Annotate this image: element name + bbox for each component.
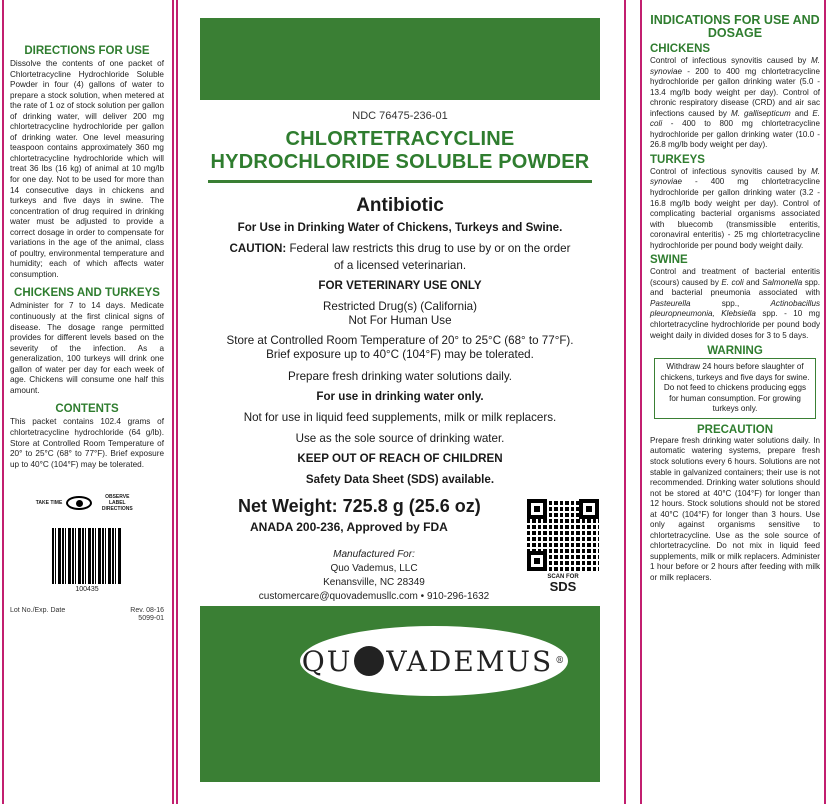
brand-logo bbox=[300, 626, 568, 696]
turkeys-title: TURKEYS bbox=[650, 153, 705, 166]
sole-source-line: Use as the sole source of drinking water. bbox=[295, 432, 505, 445]
logo-text-right: VADEMUS bbox=[386, 644, 554, 678]
caution-text-2: of a licensed veterinarian. bbox=[333, 259, 467, 272]
ndc-number: NDC 76475-236-01 bbox=[352, 110, 448, 122]
swine-title: SWINE bbox=[650, 254, 688, 267]
keep-out-line: KEEP OUT OF REACH OF CHILDREN bbox=[297, 452, 503, 465]
left-panel bbox=[6, 0, 168, 804]
right-edge-rule bbox=[824, 0, 826, 804]
caution-line bbox=[200, 242, 600, 256]
chickens-turkeys-text: Administer for 7 to 14 days. Medicate continuously at the first clinical signs of disease. The dosage range permitted provides for different levels based on the severity of the infection. As a generalization, 100 turkeys will drink one gallon of water per day for each week of age. Chickens will consume one half this amount. bbox=[10, 301, 164, 395]
directions-text: Dissolve the contents of one packet of Chlortetracycline Hydrochloride Soluble Powder in four (4) gallons of water to prepare a stock solution, when metered at the rate of 1 oz of stock solution per gallon of drinking water, will deliver 200 mg chlortetracycline hydrochloride per gallon of drinking water. One level measuring teaspoon contains approximately 360 mg chlortetracycline hydrochloride which will treat 36 lbs (16 kg) of animal at 10 mg/lb for one day. Not to be used for more than 14 consecutive days in chickens and turkeys and five days in swine. The concentration of drug required in drinking water must be adjusted to provide a correct dosage in order to compensate for variations in the age of the animal, class of poultry, environmental temperature and humidity; each of which affects water consumption. bbox=[10, 59, 164, 279]
indications-title: INDICATIONS FOR USE AND DOSAGE bbox=[650, 13, 820, 40]
scan-for-sds bbox=[522, 574, 604, 594]
caution-label: CAUTION: bbox=[229, 242, 287, 255]
registered-mark: ® bbox=[555, 656, 567, 666]
take-time-label: TAKE TIME bbox=[35, 500, 63, 507]
storage-line-2: Brief exposure up to 40°C (104°F) may be tolerated. bbox=[266, 348, 534, 361]
restricted-drug: Restricted Drug(s) (California) bbox=[323, 300, 477, 313]
qr-code-icon[interactable] bbox=[527, 499, 599, 571]
manufacturer-block bbox=[240, 548, 508, 604]
center-panel bbox=[180, 0, 620, 804]
product-line-2: HYDROCHLORIDE SOLUBLE POWDER bbox=[210, 151, 590, 173]
lot-exp-label: Lot No./Exp. Date bbox=[10, 607, 66, 615]
mfr-name: Quo Vademus, LLC bbox=[330, 563, 418, 574]
logo-circle-icon bbox=[354, 646, 384, 676]
title-rule bbox=[208, 180, 592, 183]
mfr-city: Kenansville, NC 28349 bbox=[323, 577, 425, 588]
divider-rule bbox=[172, 0, 174, 804]
for-use-line: For Use in Drinking Water of Chickens, Turkeys and Swine. bbox=[237, 221, 563, 234]
mfr-contact: customercare@quovademusllc.com • 910-296-1632 bbox=[258, 591, 490, 602]
not-human: Not For Human Use bbox=[348, 314, 452, 327]
warning-title: WARNING bbox=[707, 345, 763, 358]
revision bbox=[130, 607, 164, 623]
scan-sds-label: SDS bbox=[549, 579, 577, 594]
anada-number: ANADA 200-236, Approved by FDA bbox=[250, 520, 448, 534]
lot-row bbox=[10, 607, 164, 623]
logo-text-left: QU bbox=[301, 644, 353, 678]
precaution-text: Prepare fresh drinking water solutions daily. In automatic watering systems, prepare fresh stock solutions every 6 hours. Solutions are not stable in galvanized containers; their use is not recommended. Drinking water solutions should not be stored at 40°C (104°F) for longer than 12 hours. Stock solutions should not be stored at 40°C (104°F) for longer than 3 hours. Use only against organisms sensitive to chlortetracycline. Use as the sole source of chlortetracycline. Do not mix in liquid feed supplements, milk or milk replacers. Administer 1 hour before or 2 hours after feeding with milk or milk replacers. bbox=[650, 435, 820, 582]
contents-text: This packet contains 102.4 grams of chlortetracycline hydrochloride (64 g/lb). Store at Controlled Room Temperature of 20° to 25°C (68° to 77°F). Brief exposure up to 40°C (104°F) may be tolerated. bbox=[10, 417, 164, 469]
prepare-line: Prepare fresh drinking water solutions daily. bbox=[287, 370, 513, 383]
contents-title: CONTENTS bbox=[55, 403, 119, 416]
product-line-1: CHLORTETRACYCLINE bbox=[285, 128, 515, 150]
right-panel bbox=[646, 0, 824, 804]
chickens-title: CHICKENS bbox=[650, 43, 711, 55]
scan-for-label: SCAN FOR bbox=[547, 574, 579, 580]
barcode bbox=[52, 528, 122, 593]
left-edge-rule bbox=[2, 0, 4, 804]
net-weight: Net Weight: 725.8 g (25.6 oz) bbox=[238, 496, 481, 516]
vet-use-only: FOR VETERINARY USE ONLY bbox=[318, 279, 482, 292]
rev-code: 5099-01 bbox=[138, 615, 164, 623]
observe-label: OBSERVE LABEL DIRECTIONS bbox=[101, 494, 133, 513]
storage-line-1: Store at Controlled Room Temperature of 20° to 25°C (68° to 77°F). bbox=[226, 334, 574, 347]
divider-rule bbox=[640, 0, 642, 804]
swine-text: Control and treatment of bacterial enteritis (scours) caused by E. coli and Salmonella spp. and bacterial pneumonia associated with Pasteurella spp., Actinobacillus pleuropneumonia, Klebsiella spp. - 10 mg chlortetracycline hydrochloride per pound body weight daily in divided doses for 3 to 5 days. bbox=[650, 267, 820, 340]
divider-rule bbox=[624, 0, 626, 804]
chickens-turkeys-title: CHICKENS AND TURKEYS bbox=[14, 287, 160, 300]
eye-icon bbox=[66, 496, 92, 510]
mfr-label: Manufactured For: bbox=[333, 549, 415, 560]
take-time-badge bbox=[10, 494, 164, 512]
warning-box: Withdraw 24 hours before slaughter of chickens, turkeys and five days for swine. Do not feed to chickens producing eggs for human consumption. For growing turkeys only. bbox=[654, 358, 816, 419]
directions-title: DIRECTIONS FOR USE bbox=[24, 45, 150, 57]
divider-rule bbox=[176, 0, 178, 804]
barcode-bars bbox=[52, 528, 122, 584]
product-name bbox=[200, 128, 600, 174]
sds-line: Safety Data Sheet (SDS) available. bbox=[305, 473, 495, 486]
rev-label: Rev. 08-16 bbox=[130, 607, 164, 615]
barcode-number: 100435 bbox=[75, 586, 99, 594]
not-liquid-line: Not for use in liquid feed supplements, milk or milk replacers. bbox=[243, 411, 557, 424]
caution-text: Federal law restricts this drug to use by or on the order bbox=[289, 242, 571, 255]
antibiotic-heading: Antibiotic bbox=[356, 195, 444, 216]
chickens-text: Control of infectious synovitis caused by M. synoviae - 200 to 400 mg chlortetracycline hydrochloride per gallon drinking water (5.0 - 13.4 mg/lb body weight per day). Control of chronic respiratory disease (CRD) and air sac infections caused by M. gallisepticum and E. coli - 400 to 800 mg chlortetracycline hydrochloride per gallon drinking water (10.0 - 26.8 mg/lb body weight per day). bbox=[650, 56, 820, 150]
turkeys-text: Control of infectious synovitis caused by M. synoviae - 400 mg chlortetracycline hydrochloride per gallon drinking water (3.2 - 16.8 mg/lb body weight per day). Control of complicating bacterial organisms associated with bluecomb (transmissible enteritis, coronaviral enteritis) - 25 mg chlortetracycline hydrochloride per pound body weight daily. bbox=[650, 166, 820, 250]
drinking-only-line: For use in drinking water only. bbox=[316, 390, 484, 403]
precaution-title: PRECAUTION bbox=[696, 423, 774, 436]
